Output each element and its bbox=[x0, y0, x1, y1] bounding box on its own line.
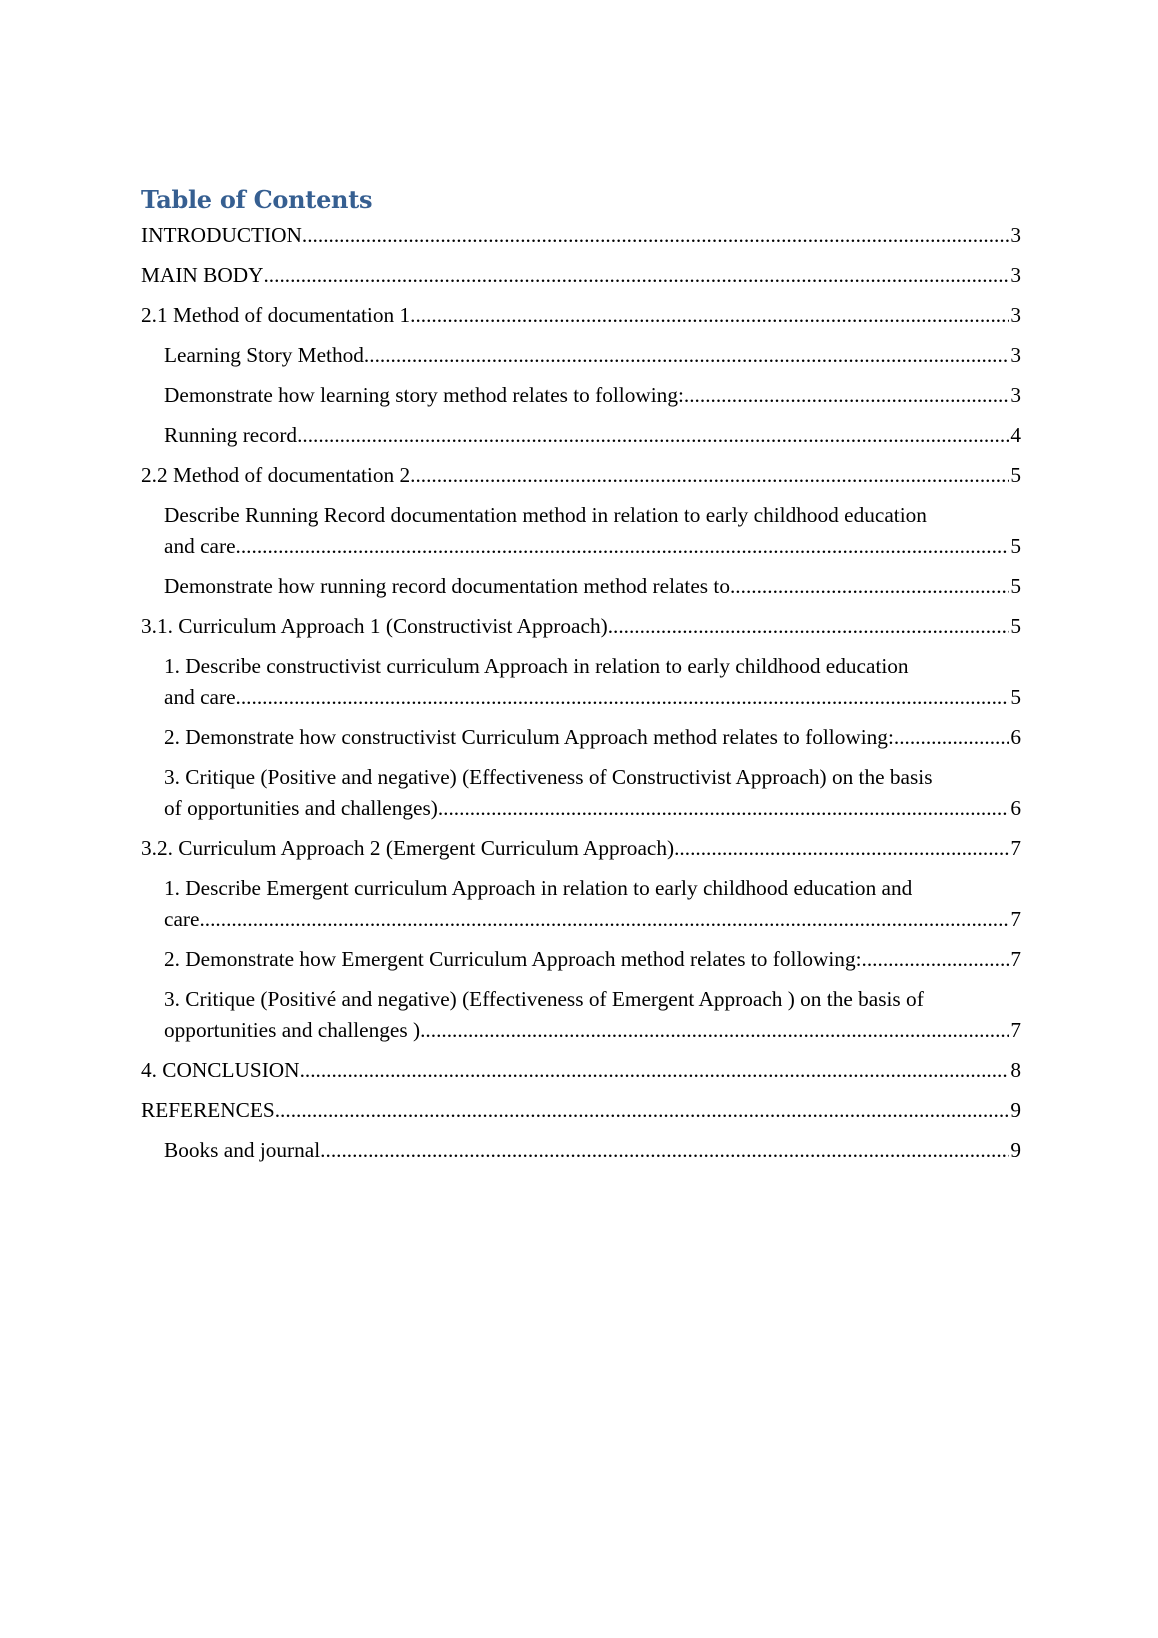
toc-entry-link[interactable] bbox=[141, 260, 1021, 291]
toc-dot-leader bbox=[730, 571, 1009, 602]
toc-entry-line bbox=[164, 531, 1021, 562]
toc-entry[interactable] bbox=[141, 651, 1021, 713]
toc-dot-leader bbox=[420, 1015, 1009, 1046]
toc-entry[interactable] bbox=[141, 722, 1021, 753]
toc-dot-leader bbox=[684, 380, 1009, 411]
toc-entry-label: 3.1. Curriculum Approach 1 (Constructivist Approach) bbox=[141, 614, 608, 638]
toc-entry-label: 4. CONCLUSION bbox=[141, 1058, 300, 1082]
toc-entry-line bbox=[141, 220, 1021, 251]
toc-dot-leader bbox=[862, 944, 1010, 975]
toc-page-number: 6 bbox=[1010, 725, 1021, 749]
toc-entry[interactable] bbox=[141, 500, 1021, 562]
toc-dot-leader bbox=[894, 722, 1009, 753]
toc-entry-line bbox=[164, 340, 1021, 371]
toc-entry-line bbox=[164, 420, 1021, 451]
toc-entry-link[interactable] bbox=[164, 500, 1021, 562]
toc-entry[interactable] bbox=[141, 873, 1021, 935]
toc-dot-leader bbox=[263, 260, 1009, 291]
toc-entry-link[interactable] bbox=[141, 460, 1021, 491]
toc-dot-leader bbox=[297, 420, 1009, 451]
toc-page-number: 8 bbox=[1010, 1058, 1021, 1082]
toc-page-number: 5 bbox=[1010, 685, 1021, 709]
toc-entry[interactable] bbox=[141, 260, 1021, 291]
toc-dot-leader bbox=[674, 833, 1009, 864]
toc-entry[interactable] bbox=[141, 762, 1021, 824]
toc-page-number: 5 bbox=[1010, 614, 1021, 638]
toc-entry-link[interactable] bbox=[141, 1055, 1021, 1086]
toc-entry-line bbox=[164, 944, 1021, 975]
toc-page-number: 4 bbox=[1010, 423, 1021, 447]
toc-entry[interactable] bbox=[141, 220, 1021, 251]
toc-entry-link[interactable] bbox=[164, 420, 1021, 451]
toc-entry-label: Learning Story Method bbox=[164, 343, 364, 367]
toc-dot-leader bbox=[236, 682, 1010, 713]
toc-entry-line bbox=[141, 460, 1021, 491]
toc-entry-link[interactable] bbox=[141, 300, 1021, 331]
toc-entry-label: care bbox=[164, 907, 200, 931]
toc-entry-line bbox=[164, 722, 1021, 753]
toc-entry-label: INTRODUCTION bbox=[141, 223, 302, 247]
toc-entry-label: 3. Critique (Positive and negative) (Effectiveness of Constructivist Approach) on the basis bbox=[164, 765, 933, 789]
toc-entry-label: 2. Demonstrate how Emergent Curriculum Approach method relates to following: bbox=[164, 947, 862, 971]
toc-entry-label: REFERENCES bbox=[141, 1098, 275, 1122]
toc-entry-label: Books and journal bbox=[164, 1138, 321, 1162]
toc-entry-link[interactable] bbox=[141, 611, 1021, 642]
toc-entry-label: Demonstrate how learning story method relates to following: bbox=[164, 383, 684, 407]
toc-entry-label: 1. Describe constructivist curriculum Approach in relation to early childhood education bbox=[164, 654, 909, 678]
toc-page-number: 6 bbox=[1010, 796, 1021, 820]
toc-entry-label: 2.2 Method of documentation 2 bbox=[141, 463, 411, 487]
toc-entry-line bbox=[141, 260, 1021, 291]
toc-page-number: 9 bbox=[1010, 1138, 1021, 1162]
toc-entry-link[interactable] bbox=[164, 984, 1021, 1046]
toc-entry-link[interactable] bbox=[141, 833, 1021, 864]
toc-entry-label: opportunities and challenges ) bbox=[164, 1018, 421, 1042]
toc-entry[interactable] bbox=[141, 380, 1021, 411]
toc-page-number: 3 bbox=[1010, 263, 1021, 287]
toc-dot-leader bbox=[364, 340, 1009, 371]
toc-page-number: 7 bbox=[1010, 907, 1021, 931]
toc-dot-leader bbox=[410, 300, 1009, 331]
toc-page-number: 7 bbox=[1010, 1018, 1021, 1042]
toc-entry[interactable] bbox=[141, 833, 1021, 864]
document-page bbox=[141, 186, 1021, 1175]
toc-entry-line bbox=[164, 682, 1021, 713]
toc-page-number: 5 bbox=[1010, 534, 1021, 558]
toc-page-number: 3 bbox=[1010, 223, 1021, 247]
toc-entry-line bbox=[141, 1055, 1021, 1086]
toc-entry[interactable] bbox=[141, 611, 1021, 642]
toc-entry-link[interactable] bbox=[141, 1095, 1021, 1126]
toc-page-number: 3 bbox=[1010, 303, 1021, 327]
toc-entry-line bbox=[164, 904, 1021, 935]
toc-page-number: 7 bbox=[1010, 947, 1021, 971]
toc-entry[interactable] bbox=[141, 984, 1021, 1046]
toc-entry-label: and care bbox=[164, 534, 236, 558]
toc-entry-line bbox=[164, 571, 1021, 602]
toc-entry-label: of opportunities and challenges) bbox=[164, 796, 438, 820]
toc-dot-leader bbox=[300, 1055, 1010, 1086]
toc-entry-label: 3. Critique (Positivé and negative) (Effectiveness of Emergent Approach ) on the basis of bbox=[164, 987, 924, 1011]
toc-entry[interactable] bbox=[141, 420, 1021, 451]
toc-entry-link[interactable] bbox=[164, 944, 1021, 975]
toc-entry-link[interactable] bbox=[164, 651, 1021, 713]
toc-dot-leader bbox=[199, 904, 1009, 935]
toc-page-number: 7 bbox=[1010, 836, 1021, 860]
toc-entry[interactable] bbox=[141, 460, 1021, 491]
toc-dot-leader bbox=[608, 611, 1010, 642]
toc-entry[interactable] bbox=[141, 944, 1021, 975]
toc-entry-line bbox=[141, 300, 1021, 331]
toc-entry-link[interactable] bbox=[164, 1135, 1021, 1166]
toc-entry-label: Describe Running Record documentation method in relation to early childhood education bbox=[164, 503, 927, 527]
toc-entry-link[interactable] bbox=[141, 220, 1021, 251]
toc-dot-leader bbox=[302, 220, 1009, 251]
toc-entry-label: Demonstrate how running record documentation method relates to bbox=[164, 574, 730, 598]
toc-entry-link[interactable] bbox=[164, 722, 1021, 753]
toc-entry-label: 1. Describe Emergent curriculum Approach in relation to early childhood education and bbox=[164, 876, 913, 900]
toc-page-number: 3 bbox=[1010, 343, 1021, 367]
toc-entry-link[interactable] bbox=[164, 762, 1021, 824]
toc-entry[interactable] bbox=[141, 300, 1021, 331]
toc-dot-leader bbox=[275, 1095, 1010, 1126]
toc-entry[interactable] bbox=[141, 1055, 1021, 1086]
toc-entry-label: 2. Demonstrate how constructivist Curriculum Approach method relates to following: bbox=[164, 725, 894, 749]
toc-entry[interactable] bbox=[141, 571, 1021, 602]
toc-dot-leader bbox=[438, 793, 1010, 824]
toc-entry-label: Running record bbox=[164, 423, 298, 447]
toc-entry-line bbox=[164, 1135, 1021, 1166]
toc-entry-link[interactable] bbox=[164, 380, 1021, 411]
toc-page-number: 3 bbox=[1010, 383, 1021, 407]
toc-list bbox=[141, 220, 1021, 1166]
toc-entry-label: 3.2. Curriculum Approach 2 (Emergent Curriculum Approach) bbox=[141, 836, 675, 860]
toc-entry-link[interactable] bbox=[164, 340, 1021, 371]
toc-title: Table of Contents bbox=[141, 185, 373, 214]
toc-entry-line bbox=[164, 1015, 1021, 1046]
toc-entry-label: and care bbox=[164, 685, 236, 709]
toc-page-number: 9 bbox=[1010, 1098, 1021, 1122]
toc-entry-link[interactable] bbox=[164, 571, 1021, 602]
toc-entry-line bbox=[141, 1095, 1021, 1126]
toc-entry-line bbox=[164, 793, 1021, 824]
toc-entry-line bbox=[141, 833, 1021, 864]
toc-dot-leader bbox=[320, 1135, 1009, 1166]
toc-entry[interactable] bbox=[141, 340, 1021, 371]
toc-dot-leader bbox=[236, 531, 1010, 562]
toc-page-number: 5 bbox=[1010, 463, 1021, 487]
toc-page-number: 5 bbox=[1010, 574, 1021, 598]
toc-entry-label: 2.1 Method of documentation 1 bbox=[141, 303, 411, 327]
toc-entry[interactable] bbox=[141, 1095, 1021, 1126]
toc-entry-line bbox=[164, 380, 1021, 411]
toc-dot-leader bbox=[410, 460, 1009, 491]
toc-entry-link[interactable] bbox=[164, 873, 1021, 935]
toc-entry-line bbox=[141, 611, 1021, 642]
toc-entry[interactable] bbox=[141, 1135, 1021, 1166]
toc-entry-label: MAIN BODY bbox=[141, 263, 264, 287]
